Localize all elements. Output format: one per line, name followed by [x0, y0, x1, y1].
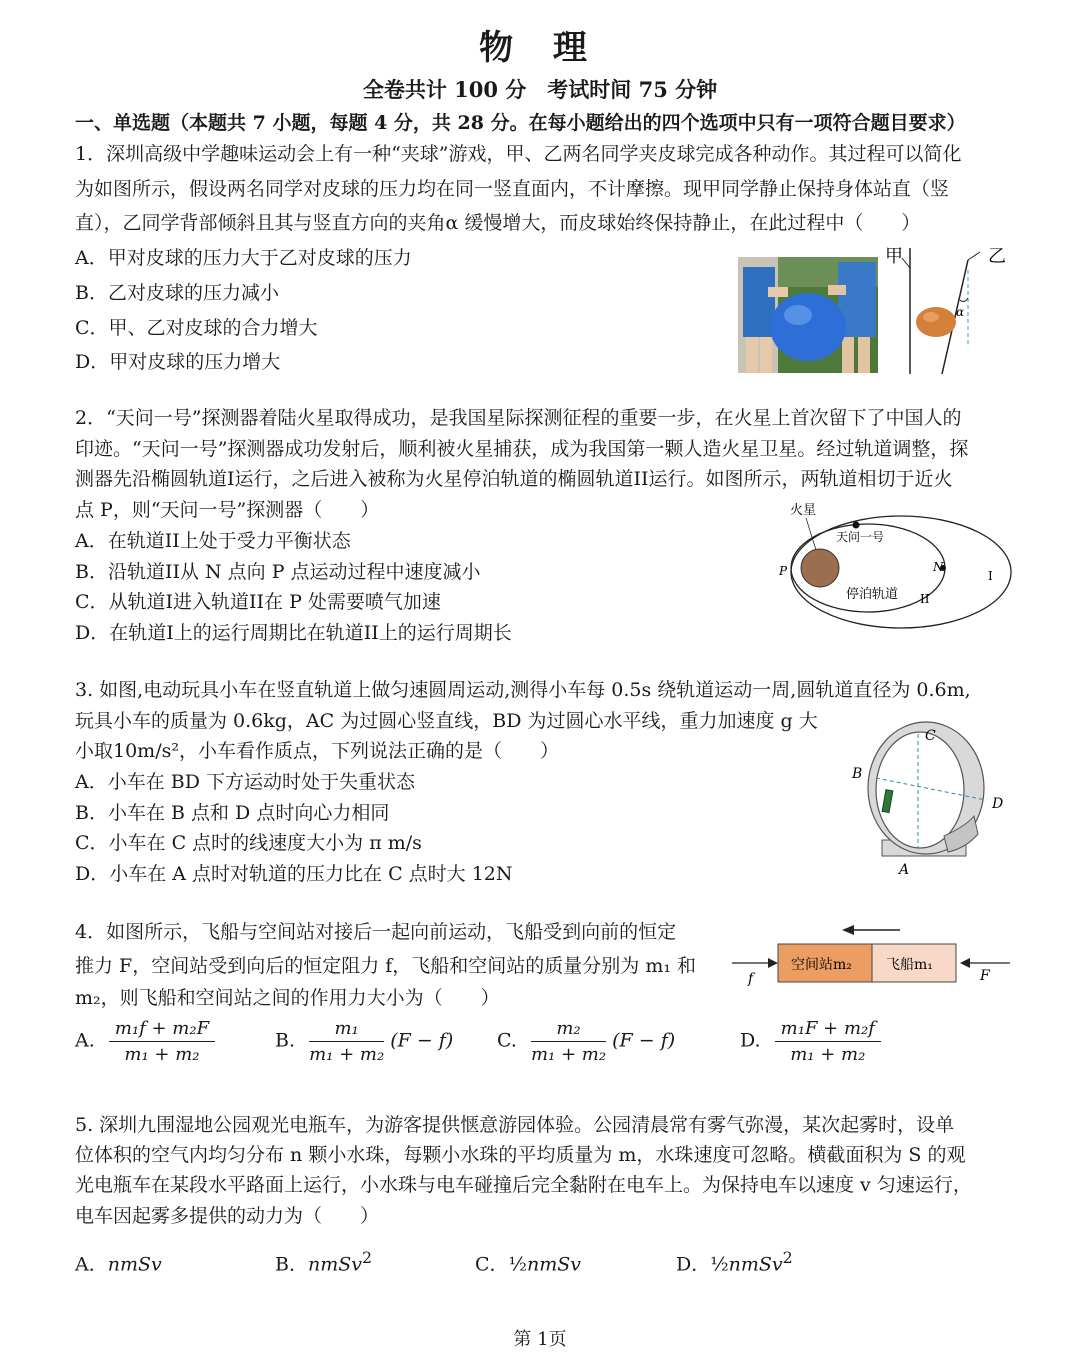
q4-stem-line: m₂，则飞船和空间站之间的作用力大小为（ ）: [75, 987, 500, 1009]
exam-subtitle: 全卷共计 100 分 考试时间 75 分钟: [362, 77, 718, 102]
q4-stem-line: 推力 F，空间站受到向后的恒定阻力 f，飞船和空间站的质量分别为 m₁ 和: [75, 955, 697, 977]
q2-label-p: P: [779, 564, 788, 578]
q1-label-yi: 乙: [988, 246, 1006, 267]
page-title: 物 理: [479, 28, 601, 68]
numerator: m₁f + m₂F: [109, 1018, 215, 1042]
q2-orbit-diagram: [776, 498, 1026, 633]
q5-option-c: C．½nmSv: [475, 1253, 581, 1276]
q4-docking-diagram: [728, 918, 1018, 990]
section-heading: 一、单选题（本题共 7 小题，每题 4 分，共 28 分。在每小题给出的四个选项中只有一项符合题目要求）: [75, 112, 966, 134]
q1-photo: [738, 257, 878, 373]
numerator: m₁: [309, 1018, 384, 1042]
q5-stem-line: 电车因起雾多提供的动力为（ ）: [75, 1205, 380, 1227]
denominator: m₁ + m₂: [790, 1044, 866, 1065]
q2-label-n: N: [933, 560, 944, 574]
numerator: m₁F + m₂f: [775, 1018, 881, 1042]
option-label: C.: [497, 1029, 517, 1052]
q3-label-d: D: [992, 796, 1004, 812]
option-label: D.: [740, 1029, 761, 1052]
q3-option-d: D．小车在 A 点时对轨道的压力比在 C 点时大 12N: [75, 863, 513, 885]
q1-stem-line: 为如图所示，假设两名同学对皮球的压力均在同一竖直面内，不计摩擦。现甲同学静止保持身体站直（竖: [75, 178, 950, 200]
q2-option-d: D．在轨道I上的运行周期比在轨道II上的运行周期长: [75, 622, 512, 644]
q1-option-a: A．甲对皮球的压力大于乙对皮球的压力: [75, 247, 412, 269]
q1-stem-line: 1．深圳高级中学趣味运动会上有一种“夹球”游戏，甲、乙两名同学夹皮球完成各种动作。其过程可以简化: [75, 143, 962, 165]
option-label: B.: [275, 1029, 296, 1052]
q3-stem-line: 3. 如图,电动玩具小车在竖直轨道上做匀速圆周运动,测得小车每 0.5s 绕轨道运动一周,圆轨道直径为 0.6m,: [75, 679, 971, 701]
q2-option-b: B．沿轨道II从 N 点向 P 点运动过程中速度减小: [75, 561, 481, 583]
tail: (F − f): [612, 1029, 676, 1052]
tail: (F − f): [390, 1029, 454, 1052]
q5-option-d: D．½nmSv$^2$: [676, 1248, 793, 1276]
q2-label-ii: II: [920, 592, 930, 606]
fraction: [531, 1018, 606, 1065]
q2-label-orbit2: 停泊轨道: [846, 587, 899, 602]
fraction: [775, 1018, 881, 1065]
q2-stem-line: 点 P，则“天问一号”探测器（ ）: [75, 499, 380, 521]
q4-label-f-large: F: [980, 968, 990, 984]
q1-label-jia: 甲: [885, 246, 903, 267]
denominator: m₁ + m₂: [309, 1044, 385, 1065]
q3-option-c: C．小车在 C 点时的线速度大小为 π m/s: [75, 832, 422, 854]
q1-force-diagram: [880, 240, 1015, 380]
q2-label-probe: 天问一号: [836, 530, 885, 544]
q3-option-a: A．小车在 BD 下方运动时处于失重状态: [75, 771, 415, 793]
q4-option-b: [275, 1018, 453, 1065]
q3-stem-line: 玩具小车的质量为 0.6kg，AC 为过圆心竖直线，BD 为过圆心水平线，重力加速度 g 大: [75, 710, 818, 732]
q1-option-d: D．甲对皮球的压力增大: [75, 351, 281, 373]
q4-option-a: [75, 1018, 215, 1065]
q5-stem-line: 位体积的空气内均匀分布 n 颗小水珠，每颗小水珠的平均质量为 m，水珠速度可忽略。横截面积为 S 的观: [75, 1144, 966, 1166]
q5-option-b: B．nmSv$^2$: [275, 1248, 373, 1276]
q4-option-c: [497, 1018, 675, 1065]
fraction: [109, 1018, 215, 1065]
q2-label-i: I: [988, 569, 993, 583]
q1-stem-line: 直），乙同学背部倾斜且其与竖直方向的夹角α 缓慢增大，而皮球始终保持静止，在此过程中（ ）: [75, 212, 921, 234]
option-label: A.: [75, 1029, 95, 1052]
q5-option-a: A．nmSv: [75, 1253, 162, 1276]
q5-stem-line: 光电瓶车在某段水平路面上运行，小水珠与电车碰撞后完全黏附在电车上。为保持电车以速度 v 匀速运行，: [75, 1174, 972, 1196]
q3-label-c: C: [925, 728, 936, 744]
q2-stem-line: 2．“天问一号”探测器着陆火星取得成功，是我国星际探测征程的重要一步，在火星上首次留下了中国人的: [75, 407, 962, 429]
q2-option-c: C．从轨道I进入轨道II在 P 处需要喷气加速: [75, 591, 441, 613]
page-number: 第 1页: [513, 1329, 567, 1350]
q4-ship-label: 飞船m₁: [886, 957, 933, 973]
fraction: [309, 1018, 384, 1065]
q2-label-mars: 火星: [790, 503, 817, 518]
numerator: m₂: [531, 1018, 606, 1042]
q2-option-a: A．在轨道II上处于受力平衡状态: [75, 530, 351, 552]
q3-option-b: B．小车在 B 点和 D 点时向心力相同: [75, 802, 390, 824]
q4-station-label: 空间站m₂: [791, 957, 852, 973]
q4-label-f-small: f: [748, 971, 754, 987]
q3-stem-line: 小取10m/s²，小车看作质点，下列说法正确的是（ ）: [75, 740, 559, 762]
q1-option-b: B．乙对皮球的压力减小: [75, 282, 279, 304]
q2-stem-line: 印迹。“天问一号”探测器成功发射后，顺利被火星捕获，成为我国第一颗人造火星卫星。经过轨道调整，探: [75, 438, 969, 460]
q3-loop-track-diagram: [848, 716, 1018, 884]
q3-label-a: A: [899, 862, 910, 878]
q4-stem-line: 4．如图所示，飞船与空间站对接后一起向前运动，飞船受到向前的恒定: [75, 921, 677, 943]
q3-label-b: B: [852, 766, 863, 782]
q1-option-c: C．甲、乙对皮球的合力增大: [75, 317, 318, 339]
q1-label-alpha: α: [956, 305, 965, 319]
q4-option-d: [740, 1018, 881, 1065]
q5-stem-line: 5. 深圳九围湿地公园观光电瓶车，为游客提供惬意游园体验。公园清晨常有雾气弥漫，某次起雾时，设单: [75, 1114, 955, 1136]
denominator: m₁ + m₂: [124, 1044, 200, 1065]
denominator: m₁ + m₂: [530, 1044, 607, 1065]
q2-stem-line: 测器先沿椭圆轨道I运行，之后进入被称为火星停泊轨道的椭圆轨道II运行。如图所示，两轨道相切于近火: [75, 468, 953, 490]
